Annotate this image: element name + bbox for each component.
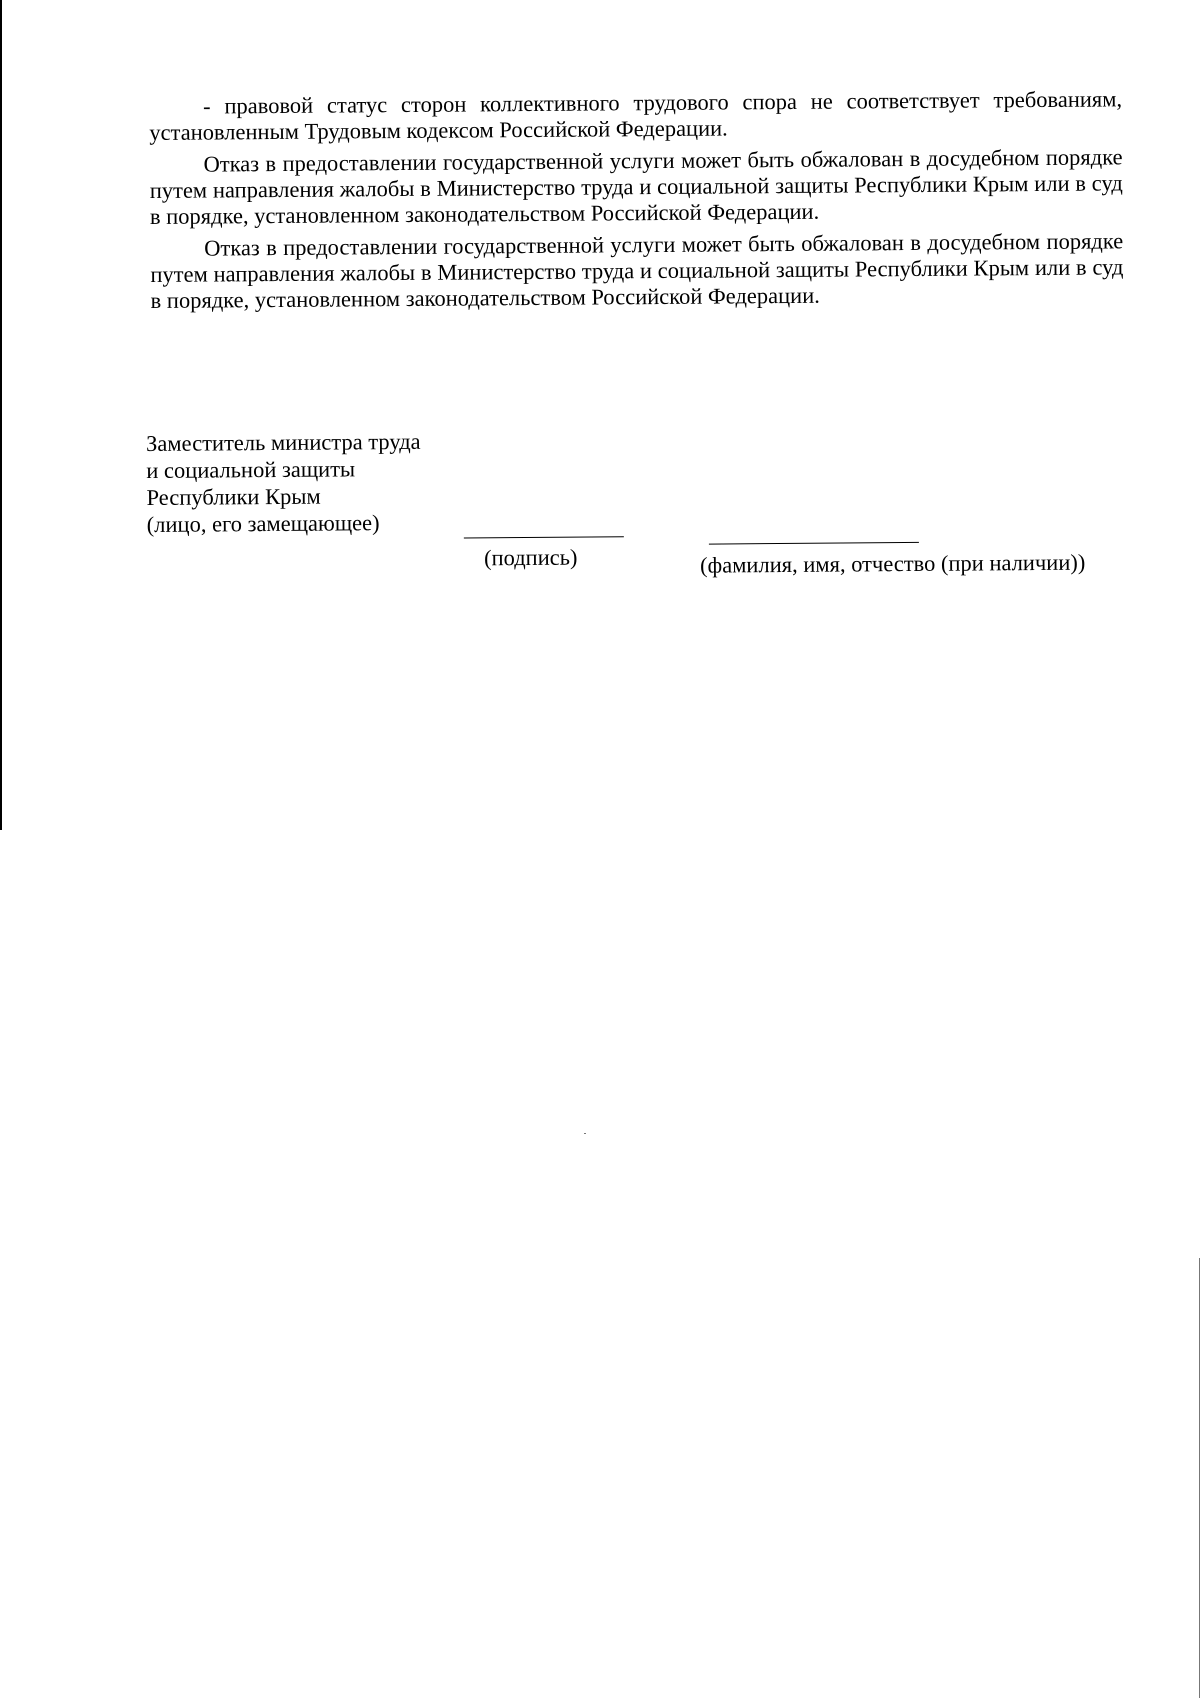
paragraph-appeal-notice-repeat: Отказ в предоставлении государственной услуги может быть обжалован в досудебном порядке путем направления жалобы в Министерство труда и социальной защиты Республики Крым или в суд в порядке, установленном законодательством Российской Федерации. [150,228,1124,313]
paragraph-appeal-notice: Отказ в предоставлении государственной услуги может быть обжалован в досудебном порядке путем направления жалобы в Министерство труда и социальной защиты Республики Крым или в суд в порядке, установленном законодательством Российской Федерации. [149,144,1123,229]
scan-edge-left [0,0,2,830]
fullname-caption: (фамилия, имя, отчество (при наличии)) [699,549,1086,578]
official-title-line: (лицо, его замещающее) [146,510,380,537]
signature-line [464,536,624,538]
fullname-line [709,542,919,545]
official-title-line: Заместитель министра труда [146,428,421,456]
official-title [146,428,421,538]
signature-block [146,422,1127,590]
document-body [149,86,1124,320]
paragraph-legal-status: - правовой статус сторон коллективного трудового спора не соответствует требованиям, установленным Трудовым кодексом Российской Федерации. [149,86,1123,145]
signature-caption: (подпись) [483,544,578,571]
official-title-line: Республики Крым [146,483,321,510]
official-title-line: и социальной защиты [146,456,356,483]
scan-speck [584,1133,586,1134]
